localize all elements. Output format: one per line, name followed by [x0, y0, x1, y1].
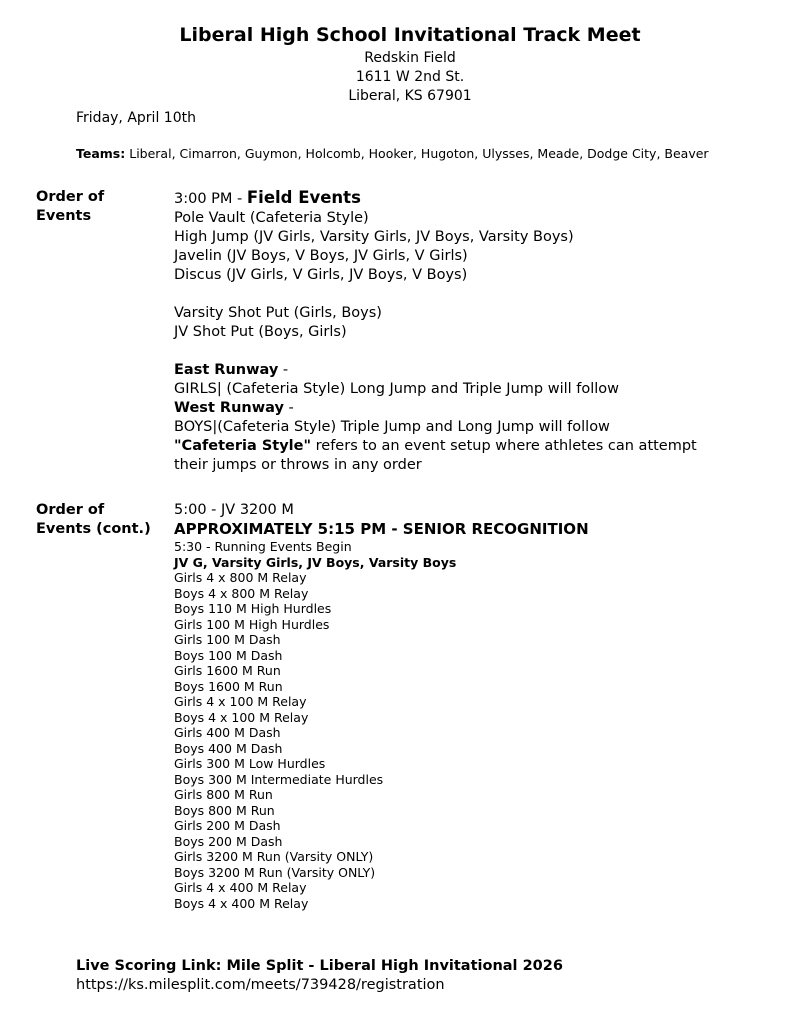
dash: -: [278, 362, 289, 378]
event-line: Javelin (JV Boys, V Boys, JV Girls, V Girls): [174, 248, 468, 264]
running-order: JV G, Varsity Girls, JV Boys, Varsity Boys: [174, 554, 457, 570]
running-event: Girls 100 M High Hurdles: [174, 616, 330, 632]
running-event: Boys 1600 M Run: [174, 678, 283, 694]
section1-label: [36, 188, 104, 226]
event-line: Varsity Shot Put (Girls, Boys): [174, 305, 382, 321]
venue-name: Redskin Field: [364, 50, 456, 66]
running-events-list: [174, 570, 589, 911]
west-runway-text: BOYS|(Cafeteria Style) Triple Jump and Long Jump will follow: [174, 419, 610, 435]
running-event: Boys 3200 M Run (Varsity ONLY): [174, 864, 376, 880]
running-event: Boys 4 x 100 M Relay: [174, 709, 309, 725]
field-events-heading: [174, 188, 697, 209]
running-event: Girls 1600 M Run: [174, 663, 281, 678]
running-event: Girls 200 M Dash: [174, 818, 281, 833]
running-event: Boys 110 M High Hurdles: [174, 601, 332, 616]
running-event: Girls 4 x 100 M Relay: [174, 694, 307, 709]
running-event: Boys 4 x 400 M Relay: [174, 895, 309, 911]
venue-street: 1611 W 2nd St.: [355, 69, 465, 85]
cafeteria-note-cont: their jumps or throws in any order: [174, 457, 422, 473]
teams-label: Teams:: [76, 146, 126, 161]
label-line: Order of: [36, 189, 105, 205]
heading: Field Events: [246, 188, 361, 207]
event-line: Discus (JV Girls, V Girls, JV Boys, V Boys): [174, 267, 468, 283]
west-label: West Runway: [174, 400, 284, 416]
running-event: Boys 300 M Intermediate Hurdles: [174, 771, 384, 787]
running-event: Girls 400 M Dash: [174, 725, 281, 740]
teams-line: [76, 146, 709, 161]
west-runway-heading: [174, 399, 697, 418]
senior-recognition: APPROXIMATELY 5:15 PM - SENIOR RECOGNITION: [174, 520, 589, 538]
venue-city: Liberal, KS 67901: [348, 88, 472, 104]
running-event: Girls 100 M Dash: [174, 632, 281, 647]
running-events-block: [174, 501, 589, 911]
event-line: High Jump (JV Girls, Varsity Girls, JV Boys, Varsity Boys): [174, 229, 574, 245]
field-events-block: [174, 188, 697, 475]
running-event: Boys 100 M Dash: [174, 647, 283, 663]
cafeteria-text: refers to an event setup where athletes can attempt: [311, 438, 697, 454]
east-runway-heading: [174, 361, 697, 380]
cafeteria-note: [174, 437, 697, 456]
teams-list: Liberal, Cimarron, Guymon, Holcomb, Hooker, Hugoton, Ulysses, Meade, Dodge City, Beaver: [129, 146, 709, 161]
section2-label: [36, 501, 151, 539]
label-line: Events (cont.): [36, 521, 151, 537]
event-line: JV Shot Put (Boys, Girls): [174, 324, 347, 340]
event-line: Pole Vault (Cafeteria Style): [174, 210, 369, 226]
running-event: Boys 400 M Dash: [174, 740, 283, 756]
running-event: Boys 800 M Run: [174, 802, 275, 818]
live-scoring-label: Live Scoring Link: Mile Split - Liberal High Invitational 2026: [76, 958, 563, 974]
meet-date: Friday, April 10th: [76, 110, 196, 126]
running-event: Girls 4 x 400 M Relay: [174, 880, 307, 895]
running-event: Girls 3200 M Run (Varsity ONLY): [174, 849, 374, 864]
cafeteria-term: "Cafeteria Style": [174, 438, 312, 454]
label-line: Order of: [36, 502, 105, 518]
live-scoring-url[interactable]: https://ks.milesplit.com/meets/739428/registration: [76, 977, 445, 993]
jv-3200: 5:00 - JV 3200 M: [174, 502, 294, 518]
running-event: Girls 4 x 800 M Relay: [174, 570, 307, 585]
running-event: Boys 4 x 800 M Relay: [174, 585, 309, 601]
running-begin: 5:30 - Running Events Begin: [174, 539, 352, 554]
east-label: East Runway: [174, 362, 279, 378]
running-event: Boys 200 M Dash: [174, 833, 283, 849]
start-time: 3:00 PM -: [174, 191, 247, 207]
running-event: Girls 800 M Run: [174, 787, 273, 802]
page-title: Liberal High School Invitational Track Meet: [179, 24, 641, 46]
east-runway-text: GIRLS| (Cafeteria Style) Long Jump and Triple Jump will follow: [174, 381, 620, 397]
label-line: Events: [36, 208, 92, 224]
running-event: Girls 300 M Low Hurdles: [174, 756, 326, 771]
dash: -: [283, 400, 294, 416]
